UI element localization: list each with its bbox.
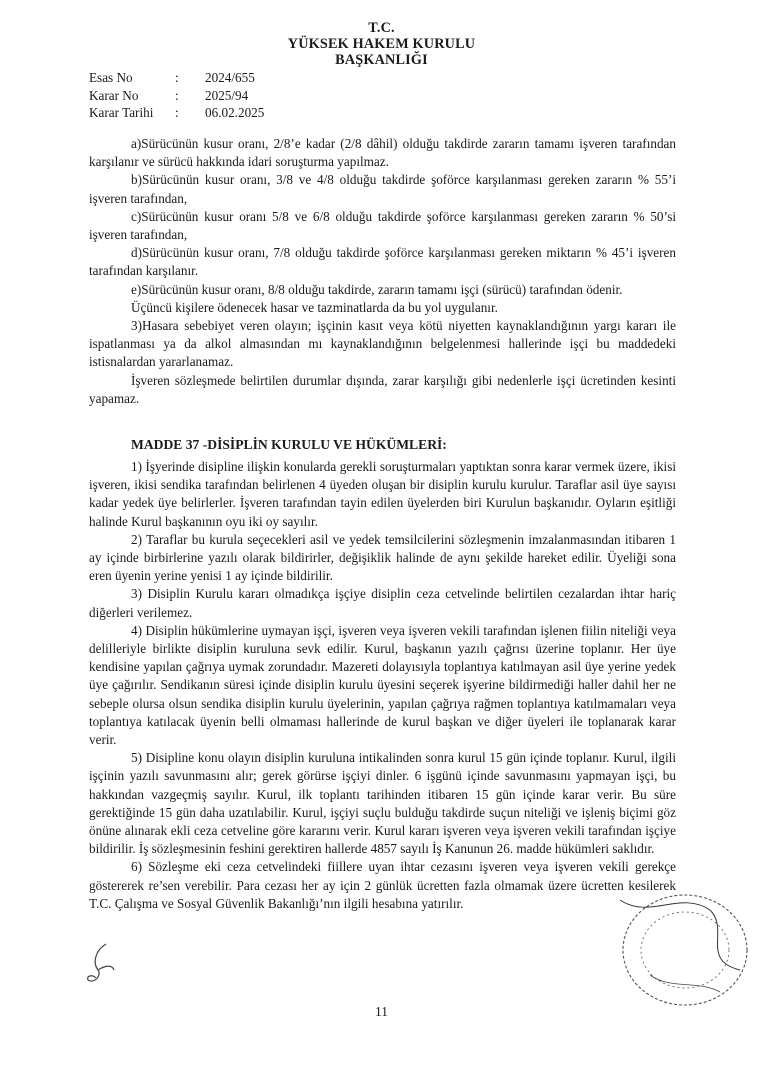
meta-sep: : xyxy=(175,70,179,85)
paragraph-e: e)Sürücünün kusur oranı, 8/8 olduğu takdirde, zararın tamamı işçi (sürücü) tarafından ödenir. xyxy=(131,281,623,297)
handwritten-signature xyxy=(84,940,124,990)
paragraph-4: 4) Disiplin hükümlerine uymayan işçi, işveren veya işveren vekili tarafından işlenen fiilin niteliği veya delilleriyle birlikte disiplin kuruluna sevk edilir. Kurul, başkanın yazılı çağrısı üzerine toplanır. Her üye kendisine yapılan çağrıya uymak zorundadır. Mazereti dolayısıyla toplantıya katılmayan asil üye yerine yedek üye çağırılır. Sendikanın süresi içinde disiplin kurulu üyesini seçerek işyerine bildirmediği haller dahil her ne sebeple olursa olsun sendika disiplin kurulu üyelerinin, yapılan çağrıya rağmen toplantıya katılmamaları veya toplantıya katılacak üyenin belli olmaması hallerinde de kurul başkan ve diğer üyeleri ile toplanarak karar verir. xyxy=(89,622,676,748)
meta-row-esas xyxy=(89,69,264,87)
header-institution: YÜKSEK HAKEM KURULU xyxy=(287,36,476,52)
paragraph-5: 5) Disipline konu olayın disiplin kuruluna intikalinden sonra kurul 15 gün içinde toplanır. Kurul, ilgili işçinin yazılı savunmasını alır; gerek görürse işçiyi dinler. 6 işgünü içinde savunmasını yapmayan işçi, bu hakkından vazgeçmiş sayılır. Kurul, ilk toplantı tarihinden itibaren 15 gün içinde karar verir. Bu süre gerektiğinde 15 gün daha uzatılabilir. Kurul, işçiyi suçlu bulduğu takdirde suçun niteliği ve işleniş biçimi göz önüne alınarak ekli ceza cetveline göre kararını verir. Kurul kararı işveren veya işveren vekili tarafından işçiye bildirilir. İş sözleşmesinin feshini gerektiren hallerde 4857 sayılı İş Kanunun 26. madde hükümleri saklıdır. xyxy=(89,750,676,857)
paragraph-b: b)Sürücünün kusur oranı, 3/8 ve 4/8 olduğu takdirde şoförce karşılanması gereken zararın % 55’i işveren tarafından, xyxy=(89,172,676,206)
meta-label: Esas No xyxy=(89,70,133,85)
meta-label: Karar No xyxy=(89,87,139,103)
meta-sep: : xyxy=(175,87,179,103)
page-number: 11 xyxy=(375,1004,388,1019)
paragraph-third-party: Üçüncü kişilere ödenecek hasar ve tazminatlarda da bu yol uygulanır. xyxy=(131,299,498,315)
meta-row-tarih xyxy=(89,104,264,122)
paragraph-1: 1) İşyerinde disipline ilişkin konularda gerekli soruşturmaları yaptıktan sonra karar vermek üzere, ikisi işveren, ikisi sendika tarafından belirlenen 4 üyeden oluşan bir disiplin kurulu kurulur. Taraflar asil üye sayısı kadar yedek üye belirlerler. İşveren tarafından tayin edilen üyelerden biri Kurulun başkanıdır. Oyların eşitliği halinde Kurul başkanının oyu iki oy sayılır. xyxy=(89,459,676,529)
paragraph-c: c)Sürücünün kusur oranı 5/8 ve 6/8 olduğu takdirde şoförce karşılanması gereken zararın % 50’si işveren tarafından, xyxy=(89,208,676,243)
meta-value: 2025/94 xyxy=(205,87,249,103)
meta-label: Karar Tarihi xyxy=(89,105,154,120)
paragraph-employer: İşveren sözleşmede belirtilen durumlar dışında, zarar karşılığı gibi nedenlerle işçi ücretinden kesinti yapamaz. xyxy=(89,372,676,406)
paragraph-3: 3)Hasara sebebiyet veren olayın; işçinin kasıt veya kötü niyetten kaynaklandığının yargı kararı ile ispatlanması ya da alkol almasından mı kaynaklandığının belgelenmesi hallerinde işçi bu maddedeki istisnalardan yararlanamaz. xyxy=(89,318,676,370)
paragraph-d: d)Sürücünün kusur oranı, 7/8 olduğu takdirde şoförce karşılanması gereken miktarın % 45’i işveren tarafından karşılanır. xyxy=(89,245,676,279)
paragraph-a: a)Sürücünün kusur oranı, 2/8’e kadar (2/8 dâhil) olduğu takdirde zararın tamamı işveren tarafından karşılanır ve sürücü hakkında idari soruşturma yapılmaz. xyxy=(89,136,676,170)
meta-sep: : xyxy=(175,105,179,120)
meta-value: 2024/655 xyxy=(205,70,255,85)
official-stamp xyxy=(590,880,760,1020)
paragraph-2: 2) Taraflar bu kurula seçecekleri asil ve yedek temsilcilerini sözleşmenin imzalanmasından itibaren 1 ay içinde birbirlerine yazılı olarak bildirirler, değişiklik halinde de aynı şekilde hareket edilir. Üyeliği sona eren üyenin yerine yenisi 1 ay içinde bildirilir. xyxy=(89,531,676,584)
paragraph-3: 3) Disiplin Kurulu kararı olmadıkça işçiye disiplin ceza cetvelinde belirtilen cezalardan ihtar hariç diğerleri verilemez. xyxy=(89,586,676,620)
section-disiplin xyxy=(89,458,676,913)
paragraph-6: 6) Sözleşme eki ceza cetvelindeki fiillere uyan ihtar cezasını işveren veya işveren vekili gerekçe göstererek re’sen verebilir. Para cezası her ay için 2 günlük ücretten fazla olmamak üzere ücretten kesilerek T.C. Çalışma ve Sosyal Güvenlik Bakanlığı’nın ilgili hesabına yatırılır. xyxy=(89,859,676,911)
madde-37-heading: MADDE 37 -DİSİPLİN KURULU VE HÜKÜMLERİ: xyxy=(131,437,447,452)
meta-row-karar xyxy=(89,87,264,105)
case-meta xyxy=(89,69,264,122)
meta-value: 06.02.2025 xyxy=(205,105,265,120)
section-sofor-zarar xyxy=(89,135,676,408)
header-tc: T.C. xyxy=(368,20,395,36)
header-department: BAŞKANLIĞI xyxy=(335,52,428,68)
